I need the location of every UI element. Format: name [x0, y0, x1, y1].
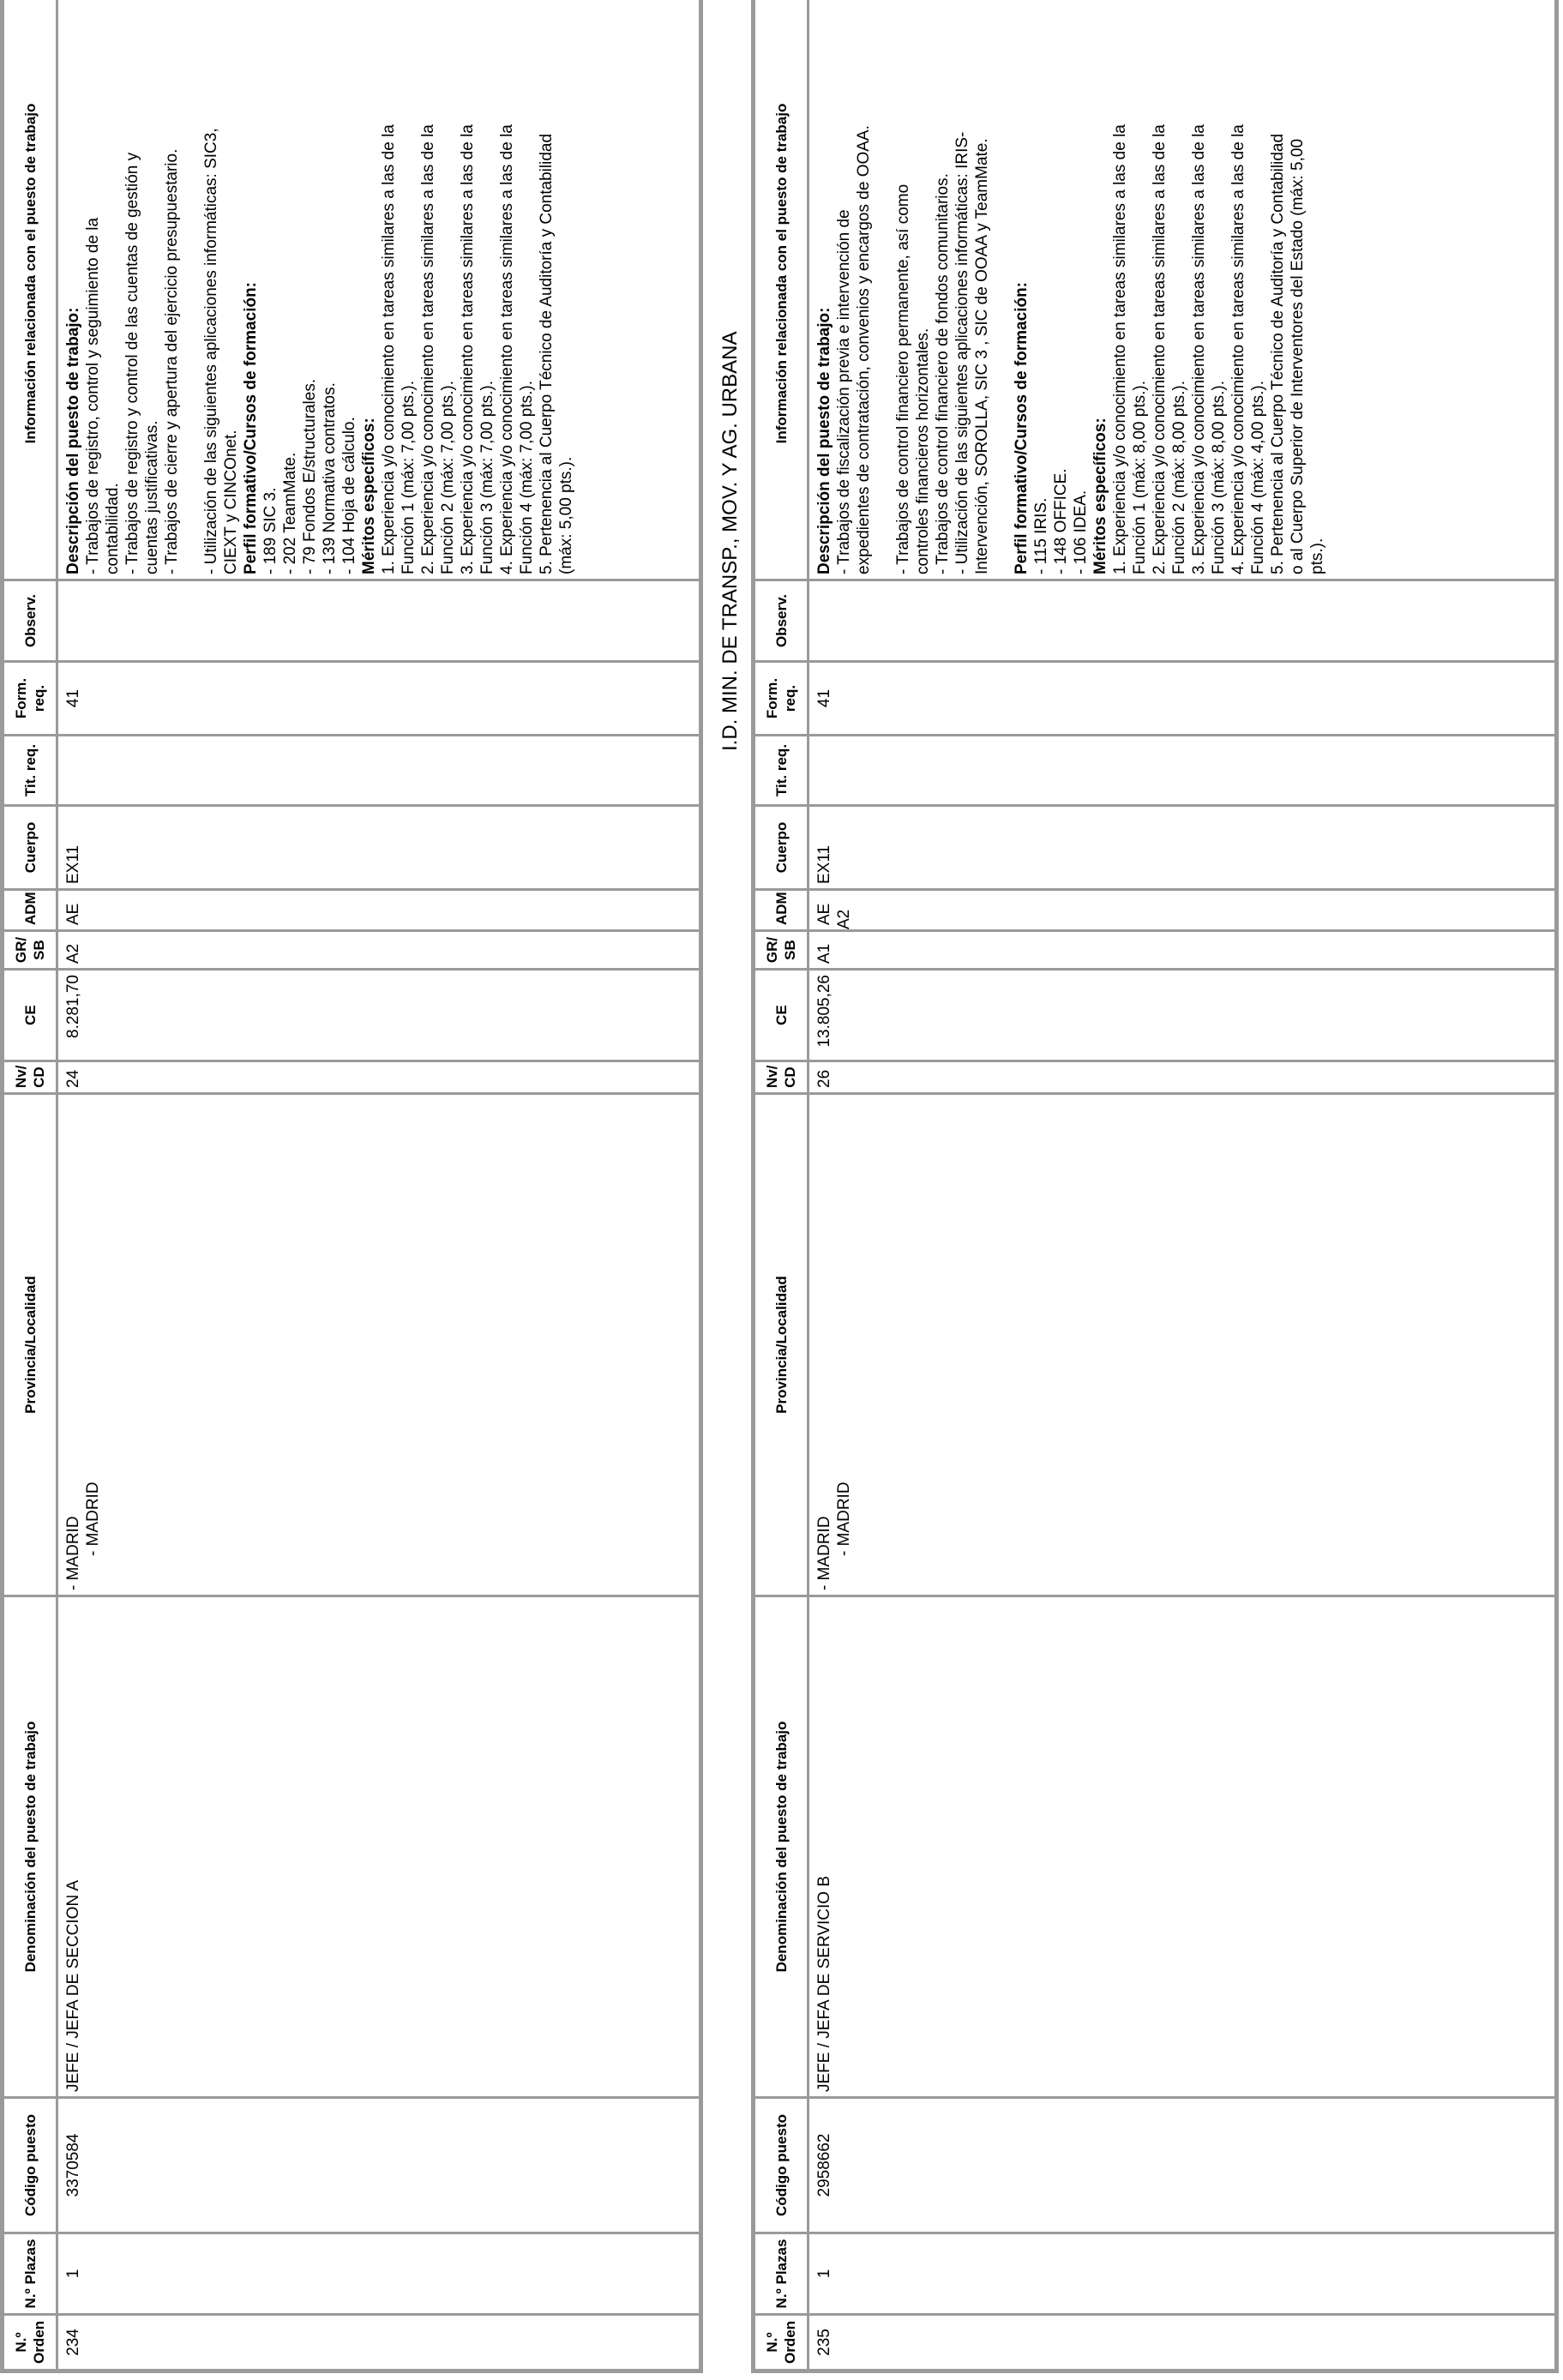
job-table — [0, 0, 703, 2373]
section-caption: I.D. MIN. DE TRANSP., MOV. Y AG. URBANA — [718, 331, 742, 751]
info-line: 3. Experiencia y/o conocimiento en tareas similares a las de la — [459, 124, 477, 574]
header-denominacion: Denominación del puesto de trabajo — [3, 1596, 57, 2098]
cell-plazas: 1 — [809, 2233, 1557, 2315]
info-line: expedientes de contratación, convenios y encargos de OOAA. — [855, 125, 873, 574]
header-nivel: Nv/ CD — [754, 1061, 809, 1094]
cell-orden: 235 — [809, 2315, 1557, 2371]
cell-nivel: 26 — [809, 1061, 1557, 1094]
cell-ce: 8.281,70 — [57, 970, 701, 1061]
header-provincia: Provincia/Localidad — [3, 1094, 57, 1596]
info-line: Función 4 (máx: 4,00 pts.). — [1249, 381, 1267, 574]
info-spacer — [992, 0, 1012, 574]
cell-grupo — [57, 931, 701, 970]
info-heading: Méritos específicos: — [1091, 418, 1109, 574]
info-line: - 202 TeamMate. — [281, 452, 299, 574]
header-codigo: Código puesto — [3, 2098, 57, 2233]
grupo-line: A1 — [815, 943, 833, 964]
header-grupo: GR/ SB — [754, 931, 809, 970]
cell-observ — [809, 580, 1557, 662]
info-line: Función 4 (máx: 7,00 pts.). — [518, 381, 536, 574]
header-info: Información relacionada con el puesto de trabajo — [754, 0, 809, 580]
info-heading: Descripción del puesto de trabajo: — [815, 307, 833, 574]
info-spacer — [182, 0, 201, 574]
header-codigo: Código puesto — [754, 2098, 809, 2233]
job-table — [751, 0, 1559, 2373]
header-provincia: Provincia/Localidad — [754, 1094, 809, 1596]
cell-codigo: 3370584 — [57, 2098, 701, 2233]
info-spacer — [874, 0, 893, 574]
header-orden: N.º Orden — [3, 2315, 57, 2371]
info-line: 5. Pertenencia al Cuerpo Técnico de Auditoría y Contabilidad — [538, 133, 556, 574]
header-adm: ADM — [3, 890, 57, 931]
info-heading: Perfil formativo/Cursos de formación: — [1013, 281, 1031, 574]
info-line: Función 1 (máx: 7,00 pts.). — [400, 381, 418, 574]
table-row — [809, 0, 1557, 2371]
info-line: 2. Experiencia y/o conocimiento en tareas similares a las de la — [419, 124, 437, 574]
info-line: o al Cuerpo Superior de Interventores del Estado (máx: 5,00 — [1289, 138, 1307, 574]
provincia-line: - MADRID — [64, 1516, 82, 1590]
info-line: Función 2 (máx: 8,00 pts.). — [1170, 381, 1188, 574]
info-heading: Perfil formativo/Cursos de formación: — [242, 281, 260, 574]
subgrupo-line: A2 — [835, 909, 853, 929]
header-tit: Tit. req. — [3, 736, 57, 806]
info-line: - Utilización de las siguientes aplicaciones informáticas: SIC3, — [202, 128, 220, 574]
info-line: Función 2 (máx: 7,00 pts.). — [439, 381, 457, 574]
info-line: - 189 SIC 3. — [262, 487, 280, 574]
info-line: - Trabajos de control financiero de fondos comunitarios. — [934, 173, 952, 574]
header-ce: CE — [3, 970, 57, 1061]
info-line: Función 3 (máx: 8,00 pts.). — [1210, 381, 1228, 574]
info-line: - Trabajos de control financiero permanente, así como — [894, 183, 912, 574]
cell-provincia — [57, 1094, 701, 1596]
info-heading: Descripción del puesto de trabajo: — [64, 307, 82, 574]
cell-ce: 13.805,26 — [809, 970, 1557, 1061]
header-orden: N.º Orden — [754, 2315, 809, 2371]
info-line: - Utilización de las siguientes aplicaciones informáticas: IRIS- — [953, 131, 971, 574]
info-line: CIEXT y CINCOnet. — [222, 430, 240, 574]
info-line: Intervención, SOROLLA, SIC 3 , SIC de OOAA y TeamMate. — [973, 138, 991, 574]
info-line: 4. Experiencia y/o conocimiento en tareas similares a las de la — [1229, 124, 1247, 574]
info-line: 3. Experiencia y/o conocimiento en tareas similares a las de la — [1190, 124, 1208, 574]
header-observ: Observ. — [3, 580, 57, 662]
header-form: Form. req. — [3, 662, 57, 736]
header-cuerpo: Cuerpo — [754, 806, 809, 890]
cell-adm: AE — [57, 890, 701, 931]
cell-provincia — [809, 1094, 1557, 1596]
localidad-line: - MADRID — [84, 1481, 102, 1556]
info-line: Función 3 (máx: 7,00 pts.). — [478, 381, 496, 574]
info-line: - Trabajos de fiscalización previa e intervención de — [835, 209, 853, 574]
header-tit: Tit. req. — [754, 736, 809, 806]
header-nivel: Nv/ CD — [3, 1061, 57, 1094]
info-line: - 139 Normativa contratos. — [321, 382, 339, 574]
cell-tit — [809, 736, 1557, 806]
info-line: 4. Experiencia y/o conocimiento en tareas similares a las de la — [498, 124, 516, 574]
info-line: - 115 IRIS. — [1032, 497, 1050, 574]
info-line: - Trabajos de registro, control y seguimiento de la — [84, 217, 102, 574]
job-table-block-2 — [751, 0, 1563, 2380]
header-plazas: N.º Plazas — [754, 2233, 809, 2315]
header-form: Form. req. — [754, 662, 809, 736]
info-line: - Trabajos de cierre y apertura del ejercicio presupuestario. — [163, 148, 181, 574]
header-info: Información relacionada con el puesto de trabajo — [3, 0, 57, 580]
cell-codigo: 2958662 — [809, 2098, 1557, 2233]
cell-tit — [57, 736, 701, 806]
cell-form: 41 — [57, 662, 701, 736]
header-cuerpo: Cuerpo — [3, 806, 57, 890]
cell-observ — [57, 580, 701, 662]
info-line: 2. Experiencia y/o conocimiento en tareas similares a las de la — [1151, 124, 1169, 574]
table-header-row — [754, 0, 809, 2371]
job-table-block-1 — [0, 0, 707, 2380]
info-line: cuentas justificativas. — [143, 420, 161, 574]
cell-info — [57, 0, 701, 580]
cell-nivel: 24 — [57, 1061, 701, 1094]
header-plazas: N.º Plazas — [3, 2233, 57, 2315]
header-observ: Observ. — [754, 580, 809, 662]
info-line: pts.). — [1308, 538, 1326, 574]
info-line: - 79 Fondos E/structurales. — [301, 378, 319, 574]
cell-orden: 234 — [57, 2315, 701, 2371]
cell-denominacion: JEFE / JEFA DE SECCION A — [57, 1596, 701, 2098]
info-line: 1. Experiencia y/o conocimiento en tareas similares a las de la — [380, 124, 398, 574]
info-heading: Méritos específicos: — [360, 418, 378, 574]
cell-info — [809, 0, 1557, 580]
provincia-line: - MADRID — [815, 1516, 833, 1590]
grupo-line: A2 — [64, 943, 82, 964]
info-line: (máx: 5,00 pts.). — [557, 456, 575, 574]
header-grupo: GR/ SB — [3, 931, 57, 970]
cell-form: 41 — [809, 662, 1557, 736]
header-denominacion: Denominación del puesto de trabajo — [754, 1596, 809, 2098]
info-line: 1. Experiencia y/o conocimiento en tareas similares a las de la — [1111, 124, 1129, 574]
table-header-row — [3, 0, 57, 2371]
info-line: - 148 OFFICE. — [1052, 468, 1070, 574]
cell-denominacion: JEFE / JEFA DE SERVICIO B — [809, 1596, 1557, 2098]
cell-adm: AE — [809, 890, 1557, 931]
info-line: - 104 Hoja de cálculo. — [340, 417, 358, 574]
info-line: - Trabajos de registro y control de las cuentas de gestión y — [123, 152, 141, 574]
cell-cuerpo: EX11 — [809, 806, 1557, 890]
header-adm: ADM — [754, 890, 809, 931]
cell-cuerpo: EX11 — [57, 806, 701, 890]
localidad-line: - MADRID — [835, 1481, 853, 1556]
cell-plazas: 1 — [57, 2233, 701, 2315]
info-line: Función 1 (máx: 8,00 pts.). — [1131, 381, 1149, 574]
header-ce: CE — [754, 970, 809, 1061]
info-line: controles financieros horizontales. — [914, 328, 932, 574]
table-row — [57, 0, 701, 2371]
info-line: contabilidad. — [104, 483, 122, 574]
info-line: 5. Pertenencia al Cuerpo Técnico de Auditoría y Contabilidad — [1269, 133, 1287, 574]
info-line: - 106 IDEA. — [1072, 490, 1090, 574]
